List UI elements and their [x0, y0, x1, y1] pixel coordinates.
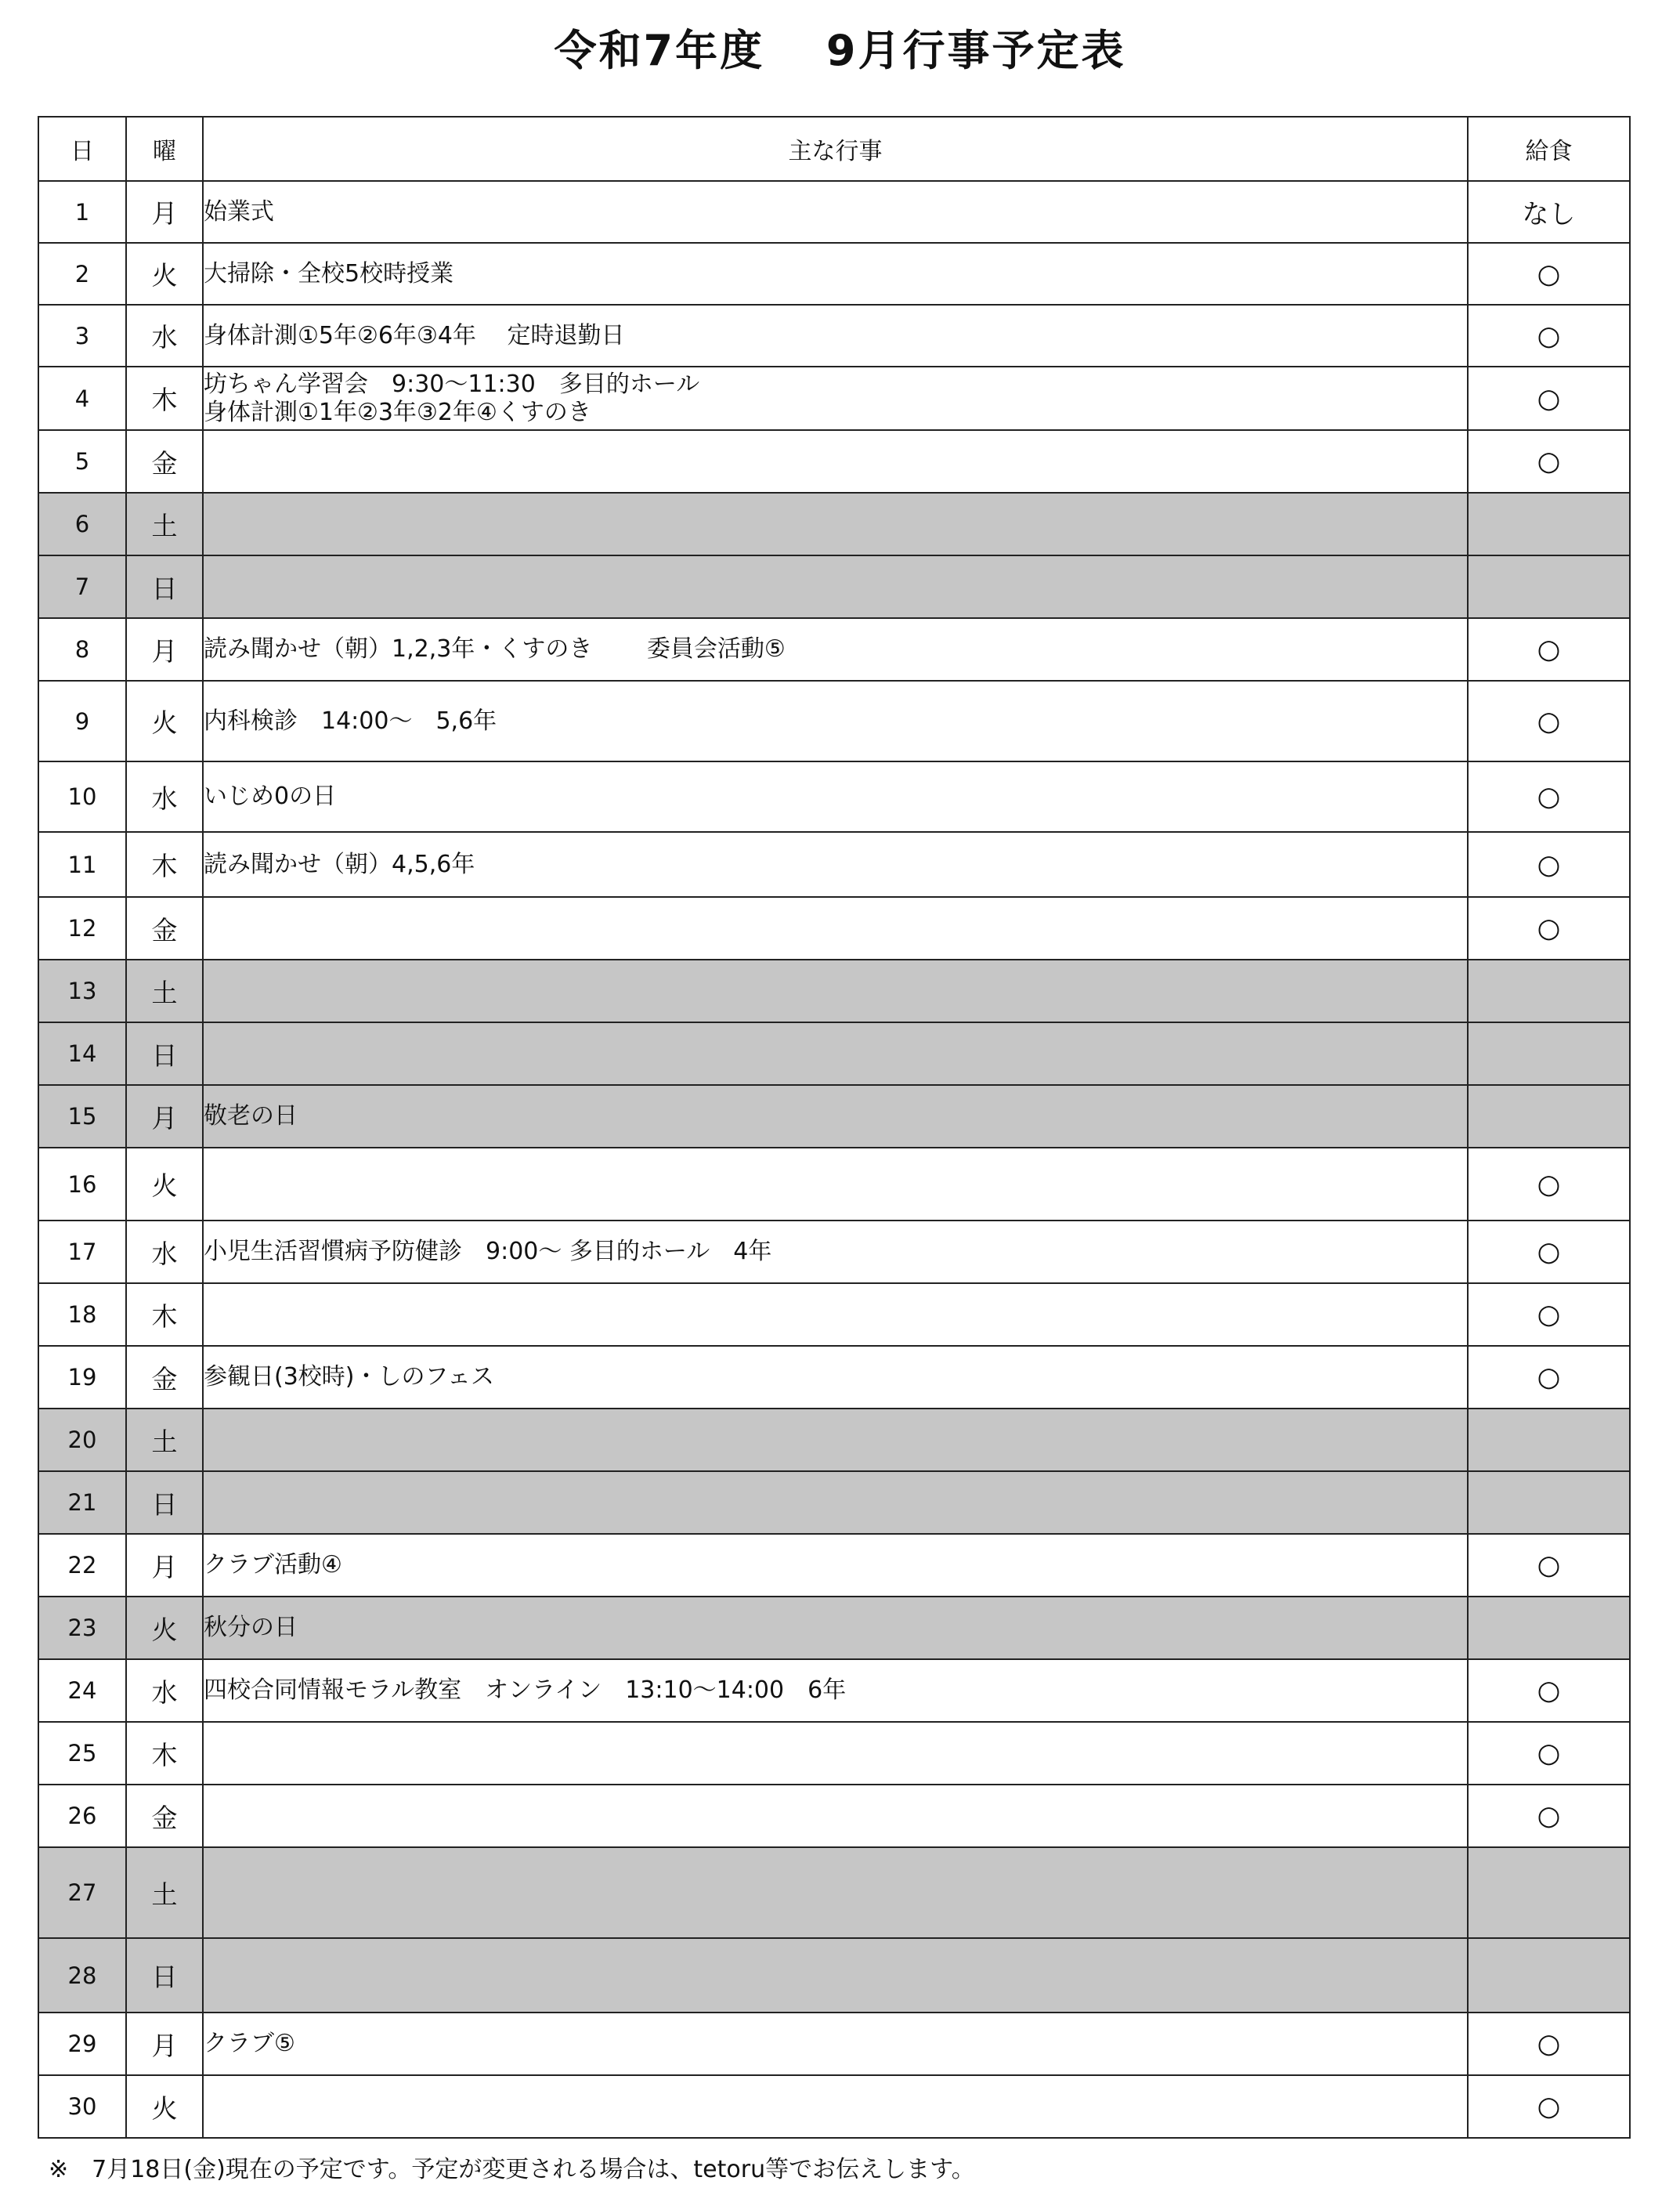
events-cell: クラブ活動④ — [203, 1534, 1468, 1597]
meal-cell: ○ — [1468, 1659, 1630, 1722]
weekday-cell: 土 — [126, 960, 203, 1022]
table-row — [38, 1409, 1630, 1471]
weekday-cell: 木 — [126, 832, 203, 897]
events-cell — [203, 430, 1468, 493]
events-cell — [203, 2075, 1468, 2138]
weekday-cell: 月 — [126, 618, 203, 681]
day-cell: 20 — [38, 1409, 126, 1471]
meal-cell: ○ — [1468, 897, 1630, 960]
events-cell — [203, 960, 1468, 1022]
meal-cell: ○ — [1468, 618, 1630, 681]
events-cell: 読み聞かせ（朝）1,2,3年・くすのき 委員会活動⑤ — [203, 618, 1468, 681]
day-cell: 10 — [38, 761, 126, 832]
table-row — [38, 1722, 1630, 1785]
weekday-cell: 月 — [126, 1534, 203, 1597]
meal-cell — [1468, 1471, 1630, 1534]
weekday-cell: 水 — [126, 1659, 203, 1722]
events-cell: 大掃除・全校5校時授業 — [203, 243, 1468, 305]
meal-cell: ○ — [1468, 1346, 1630, 1409]
events-cell: 内科検診 14:00～ 5,6年 — [203, 681, 1468, 761]
weekday-cell: 火 — [126, 681, 203, 761]
events-cell: 坊ちゃん学習会 9:30～11:30 多目的ホール 身体計測①1年②3年③2年④くすのき — [203, 367, 1468, 430]
day-cell: 28 — [38, 1938, 126, 2013]
weekday-cell: 土 — [126, 1409, 203, 1471]
events-cell — [203, 1471, 1468, 1534]
weekday-cell: 月 — [126, 1085, 203, 1148]
schedule-table — [38, 116, 1631, 2139]
day-cell: 6 — [38, 493, 126, 555]
table-row — [38, 243, 1630, 305]
header-weekday: 曜 — [126, 117, 203, 181]
meal-cell: ○ — [1468, 367, 1630, 430]
meal-cell: ○ — [1468, 1221, 1630, 1283]
events-cell: 小児生活習慣病予防健診 9:00～ 多目的ホール 4年 — [203, 1221, 1468, 1283]
day-cell: 25 — [38, 1722, 126, 1785]
table-row — [38, 1938, 1630, 2013]
day-cell: 4 — [38, 367, 126, 430]
meal-cell: ○ — [1468, 1148, 1630, 1221]
weekday-cell: 水 — [126, 1221, 203, 1283]
table-row — [38, 1022, 1630, 1085]
table-row — [38, 430, 1630, 493]
weekday-cell: 日 — [126, 555, 203, 618]
events-cell — [203, 1722, 1468, 1785]
meal-cell — [1468, 1847, 1630, 1938]
weekday-cell: 木 — [126, 367, 203, 430]
table-row — [38, 493, 1630, 555]
day-cell: 23 — [38, 1597, 126, 1659]
meal-cell — [1468, 493, 1630, 555]
weekday-cell: 月 — [126, 181, 203, 243]
day-cell: 11 — [38, 832, 126, 897]
table-row — [38, 1597, 1630, 1659]
page-title: 令和7年度 9月行事予定表 — [554, 26, 1126, 75]
day-cell: 1 — [38, 181, 126, 243]
day-cell: 17 — [38, 1221, 126, 1283]
day-cell: 2 — [38, 243, 126, 305]
events-cell — [203, 897, 1468, 960]
table-row — [38, 1346, 1630, 1409]
meal-cell — [1468, 1022, 1630, 1085]
table-row — [38, 897, 1630, 960]
table-row — [38, 1847, 1630, 1938]
table-row — [38, 960, 1630, 1022]
day-cell: 22 — [38, 1534, 126, 1597]
table-row — [38, 2075, 1630, 2138]
events-cell: いじめ0の日 — [203, 761, 1468, 832]
meal-cell: ○ — [1468, 1534, 1630, 1597]
table-row — [38, 1085, 1630, 1148]
events-cell: 身体計測①5年②6年③4年 定時退勤日 — [203, 305, 1468, 367]
meal-cell: ○ — [1468, 761, 1630, 832]
events-cell: クラブ⑤ — [203, 2013, 1468, 2075]
meal-cell: ○ — [1468, 243, 1630, 305]
day-cell: 24 — [38, 1659, 126, 1722]
table-row — [38, 1148, 1630, 1221]
table-row — [38, 2013, 1630, 2075]
weekday-cell: 日 — [126, 1022, 203, 1085]
meal-cell — [1468, 960, 1630, 1022]
events-cell — [203, 1847, 1468, 1938]
meal-cell: ○ — [1468, 681, 1630, 761]
meal-cell — [1468, 1597, 1630, 1659]
weekday-cell: 土 — [126, 493, 203, 555]
weekday-cell: 金 — [126, 1785, 203, 1847]
day-cell: 7 — [38, 555, 126, 618]
events-cell: 始業式 — [203, 181, 1468, 243]
day-cell: 9 — [38, 681, 126, 761]
day-cell: 29 — [38, 2013, 126, 2075]
meal-cell: ○ — [1468, 832, 1630, 897]
weekday-cell: 火 — [126, 1597, 203, 1659]
events-cell: 秋分の日 — [203, 1597, 1468, 1659]
weekday-cell: 月 — [126, 2013, 203, 2075]
weekday-cell: 日 — [126, 1471, 203, 1534]
day-cell: 8 — [38, 618, 126, 681]
meal-cell: ○ — [1468, 305, 1630, 367]
day-cell: 16 — [38, 1148, 126, 1221]
table-row — [38, 832, 1630, 897]
meal-cell — [1468, 1938, 1630, 2013]
events-cell — [203, 493, 1468, 555]
meal-cell — [1468, 1085, 1630, 1148]
table-header-row — [38, 117, 1630, 181]
weekday-cell: 金 — [126, 430, 203, 493]
events-cell: 読み聞かせ（朝）4,5,6年 — [203, 832, 1468, 897]
footnote: ※ 7月18日(金)現在の予定です。予定が変更される場合は、tetoru等でお伝えします。 — [49, 2156, 975, 2183]
weekday-cell: 木 — [126, 1283, 203, 1346]
weekday-cell: 水 — [126, 761, 203, 832]
events-cell — [203, 1148, 1468, 1221]
events-cell: 参観日(3校時)・しのフェス — [203, 1346, 1468, 1409]
table-row — [38, 555, 1630, 618]
table-row — [38, 1283, 1630, 1346]
table-row — [38, 1659, 1630, 1722]
weekday-cell: 日 — [126, 1938, 203, 2013]
events-cell — [203, 1409, 1468, 1471]
meal-cell: ○ — [1468, 1785, 1630, 1847]
weekday-cell: 火 — [126, 2075, 203, 2138]
weekday-cell: 金 — [126, 897, 203, 960]
meal-cell: ○ — [1468, 1722, 1630, 1785]
meal-cell: ○ — [1468, 430, 1630, 493]
weekday-cell: 金 — [126, 1346, 203, 1409]
day-cell: 15 — [38, 1085, 126, 1148]
day-cell: 3 — [38, 305, 126, 367]
header-day: 日 — [38, 117, 126, 181]
table-row — [38, 618, 1630, 681]
table-row — [38, 181, 1630, 243]
day-cell: 14 — [38, 1022, 126, 1085]
day-cell: 19 — [38, 1346, 126, 1409]
table-row — [38, 1534, 1630, 1597]
meal-cell: ○ — [1468, 1283, 1630, 1346]
header-events: 主な行事 — [203, 117, 1468, 181]
weekday-cell: 木 — [126, 1722, 203, 1785]
events-cell — [203, 1283, 1468, 1346]
events-cell — [203, 1938, 1468, 2013]
table-row — [38, 1471, 1630, 1534]
table-row — [38, 1221, 1630, 1283]
day-cell: 21 — [38, 1471, 126, 1534]
meal-cell: なし — [1468, 181, 1630, 243]
day-cell: 26 — [38, 1785, 126, 1847]
table-row — [38, 305, 1630, 367]
table-row — [38, 681, 1630, 761]
table-row — [38, 1785, 1630, 1847]
day-cell: 27 — [38, 1847, 126, 1938]
weekday-cell: 水 — [126, 305, 203, 367]
day-cell: 18 — [38, 1283, 126, 1346]
meal-cell — [1468, 1409, 1630, 1471]
weekday-cell: 土 — [126, 1847, 203, 1938]
events-cell: 四校合同情報モラル教室 オンライン 13:10～14:00 6年 — [203, 1659, 1468, 1722]
events-cell — [203, 1785, 1468, 1847]
meal-cell: ○ — [1468, 2075, 1630, 2138]
meal-cell — [1468, 555, 1630, 618]
events-cell — [203, 555, 1468, 618]
day-cell: 13 — [38, 960, 126, 1022]
meal-cell: ○ — [1468, 2013, 1630, 2075]
day-cell: 12 — [38, 897, 126, 960]
table-row — [38, 367, 1630, 430]
weekday-cell: 火 — [126, 243, 203, 305]
events-cell — [203, 1022, 1468, 1085]
table-row — [38, 761, 1630, 832]
day-cell: 5 — [38, 430, 126, 493]
day-cell: 30 — [38, 2075, 126, 2138]
weekday-cell: 火 — [126, 1148, 203, 1221]
header-meal: 給食 — [1468, 117, 1630, 181]
events-cell: 敬老の日 — [203, 1085, 1468, 1148]
